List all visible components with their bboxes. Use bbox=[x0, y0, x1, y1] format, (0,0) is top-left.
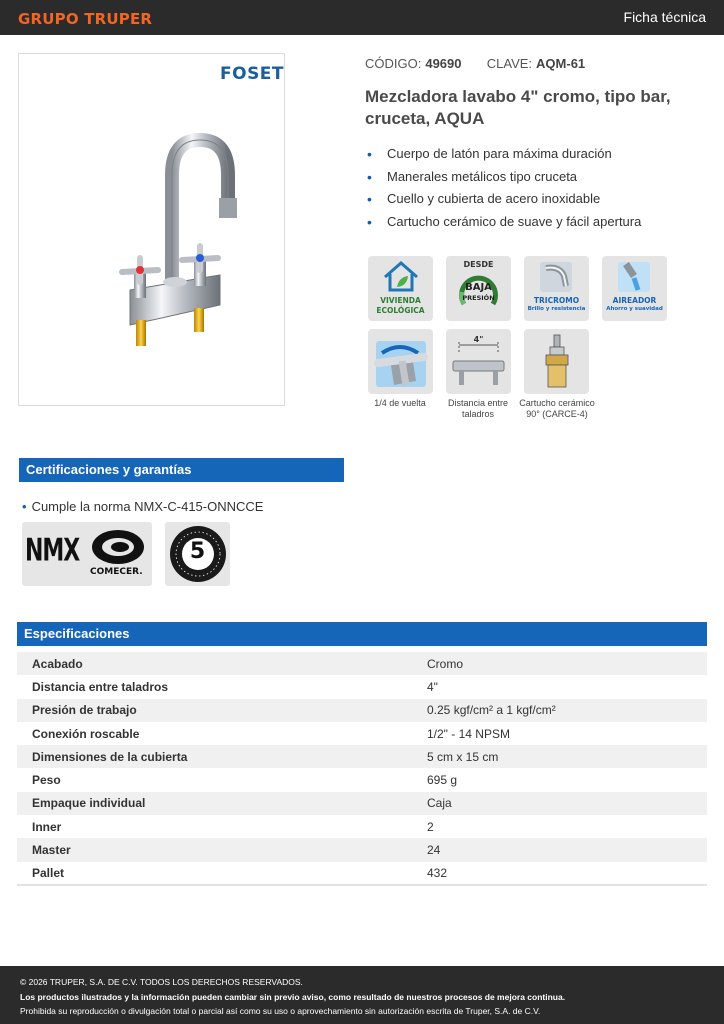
certifications-header: Certificaciones y garantías bbox=[19, 458, 344, 482]
spec-value: 24 bbox=[427, 838, 707, 861]
spec-value: Caja bbox=[427, 792, 707, 815]
spec-value: 4" bbox=[427, 679, 438, 694]
spec-label: Peso bbox=[32, 773, 61, 788]
footer-copyright: © 2026 TRUPER, S.A. DE C.V. TODOS LOS DERECHOS RESERVADOS. bbox=[20, 977, 303, 987]
top-bar bbox=[0, 0, 724, 35]
table-row bbox=[17, 675, 707, 698]
drill-distance-tile bbox=[446, 329, 511, 394]
spec-label: Distancia entre taladros bbox=[32, 679, 169, 694]
spec-value: 2 bbox=[427, 819, 434, 834]
specifications-table bbox=[17, 652, 707, 886]
feature-item: • Cuerpo de latón para máxima duración bbox=[365, 144, 641, 167]
footer-prohibition: Prohibida su reproducción o divulgación total o parcial así como su uso o aprovechamiento sin autorización escrita de Truper, S.A. de C.V. bbox=[20, 1006, 541, 1016]
badge-line: AIREADOR bbox=[612, 296, 657, 305]
feature-list bbox=[365, 144, 641, 235]
product-title: Mezcladora lavabo 4" cromo, tipo bar, cruceta, AQUA bbox=[365, 87, 671, 128]
spec-value: Cromo bbox=[427, 652, 707, 675]
table-row bbox=[17, 792, 707, 815]
product-code-line bbox=[365, 56, 585, 71]
feature-item: • Manerales metálicos tipo cruceta bbox=[365, 167, 641, 190]
distance-value-label: 4" bbox=[473, 335, 484, 344]
spec-label: Empaque individual bbox=[17, 792, 427, 815]
table-row bbox=[17, 652, 707, 675]
nmx-comecer-logo bbox=[22, 522, 152, 586]
comecer-logo-text: COMECER. bbox=[90, 567, 143, 577]
table-row bbox=[17, 768, 707, 791]
feature-item: • Cuello y cubierta de acero inoxidable bbox=[365, 189, 641, 212]
badge-line: Ahorro y suavidad bbox=[606, 306, 663, 312]
badge-aireador bbox=[602, 256, 667, 321]
feature-item: • Cartucho cerámico de suave y fácil apertura bbox=[365, 212, 641, 235]
house-leaf-icon bbox=[381, 259, 421, 293]
spec-label: Master bbox=[17, 838, 427, 861]
table-row bbox=[17, 722, 707, 745]
code-value: 49690 bbox=[425, 56, 462, 71]
quarter-turn-tile bbox=[368, 329, 433, 394]
spec-value: 1/2" - 14 NPSM bbox=[427, 726, 510, 741]
detail-caption: Distancia entre taladros bbox=[447, 398, 509, 419]
badge-vivienda-ecologica bbox=[368, 256, 433, 321]
detail-caption: Cartucho cerámico 90° (CARCE-4) bbox=[519, 398, 595, 419]
comecer-swirl-icon bbox=[90, 528, 146, 566]
ceramic-cartridge-tile bbox=[524, 329, 589, 394]
spec-value: 695 g bbox=[427, 773, 458, 788]
warranty-seal bbox=[165, 522, 230, 586]
cert-item: • Cumple la norma NMX-C-415-ONNCCE bbox=[22, 499, 264, 514]
spec-value: 432 bbox=[427, 862, 707, 885]
table-row bbox=[17, 815, 707, 838]
key-value: AQM-61 bbox=[536, 56, 586, 71]
spec-label: Inner bbox=[32, 819, 62, 834]
badge-line: Brillo y resistencia bbox=[527, 306, 586, 312]
nmx-logo-text: NMX bbox=[25, 534, 80, 569]
faucet-product-image bbox=[110, 130, 250, 360]
spec-value: 5 cm x 15 cm bbox=[427, 745, 707, 768]
footer-notice: Los productos ilustrados y la información pueden cambiar sin previo aviso, como resultado de nuestros procesos de mejora continua. bbox=[20, 991, 566, 1002]
spec-label: Dimensiones de la cubierta bbox=[17, 745, 427, 768]
table-row bbox=[17, 699, 707, 722]
table-row bbox=[17, 745, 707, 768]
faucet-chrome-icon bbox=[538, 260, 574, 294]
badge-tricromo bbox=[524, 256, 589, 321]
aerator-icon bbox=[616, 260, 652, 294]
footer bbox=[0, 966, 724, 1024]
spec-label: Conexión roscable bbox=[32, 726, 140, 741]
badge-baja-presion bbox=[446, 256, 511, 321]
specifications-header: Especificaciones bbox=[17, 622, 707, 646]
cert-item-text: Cumple la norma NMX-C-415-ONNCCE bbox=[31, 499, 264, 514]
spec-label: Pallet bbox=[17, 862, 427, 885]
table-row bbox=[17, 862, 707, 885]
warranty-years: 5 bbox=[189, 539, 206, 564]
badge-line: ECOLÓGICA bbox=[376, 306, 425, 315]
code-label: CÓDIGO: bbox=[365, 56, 422, 71]
foset-logo: FOSET bbox=[220, 64, 285, 84]
badge-line: VIVIENDA bbox=[380, 296, 421, 305]
badge-line: PRESIÓN bbox=[462, 294, 495, 302]
document-type-label: Ficha técnica bbox=[623, 9, 706, 25]
spec-label: Presión de trabajo bbox=[17, 699, 427, 722]
badge-line: DESDE bbox=[463, 260, 494, 269]
spec-label: Acabado bbox=[17, 652, 427, 675]
badge-line: TRICROMO bbox=[533, 296, 580, 305]
table-row bbox=[17, 838, 707, 861]
detail-caption: 1/4 de vuelta bbox=[374, 398, 426, 408]
brand-logo-text: GRUPO TRUPER bbox=[18, 10, 153, 28]
key-label: CLAVE: bbox=[486, 56, 533, 71]
spec-value: 0.25 kgf/cm² a 1 kgf/cm² bbox=[427, 699, 707, 722]
badge-line: BAJA bbox=[465, 282, 492, 293]
drill-distance-icon bbox=[449, 341, 508, 389]
quarter-turn-icon bbox=[372, 333, 429, 390]
ceramic-cartridge-icon bbox=[540, 333, 574, 391]
